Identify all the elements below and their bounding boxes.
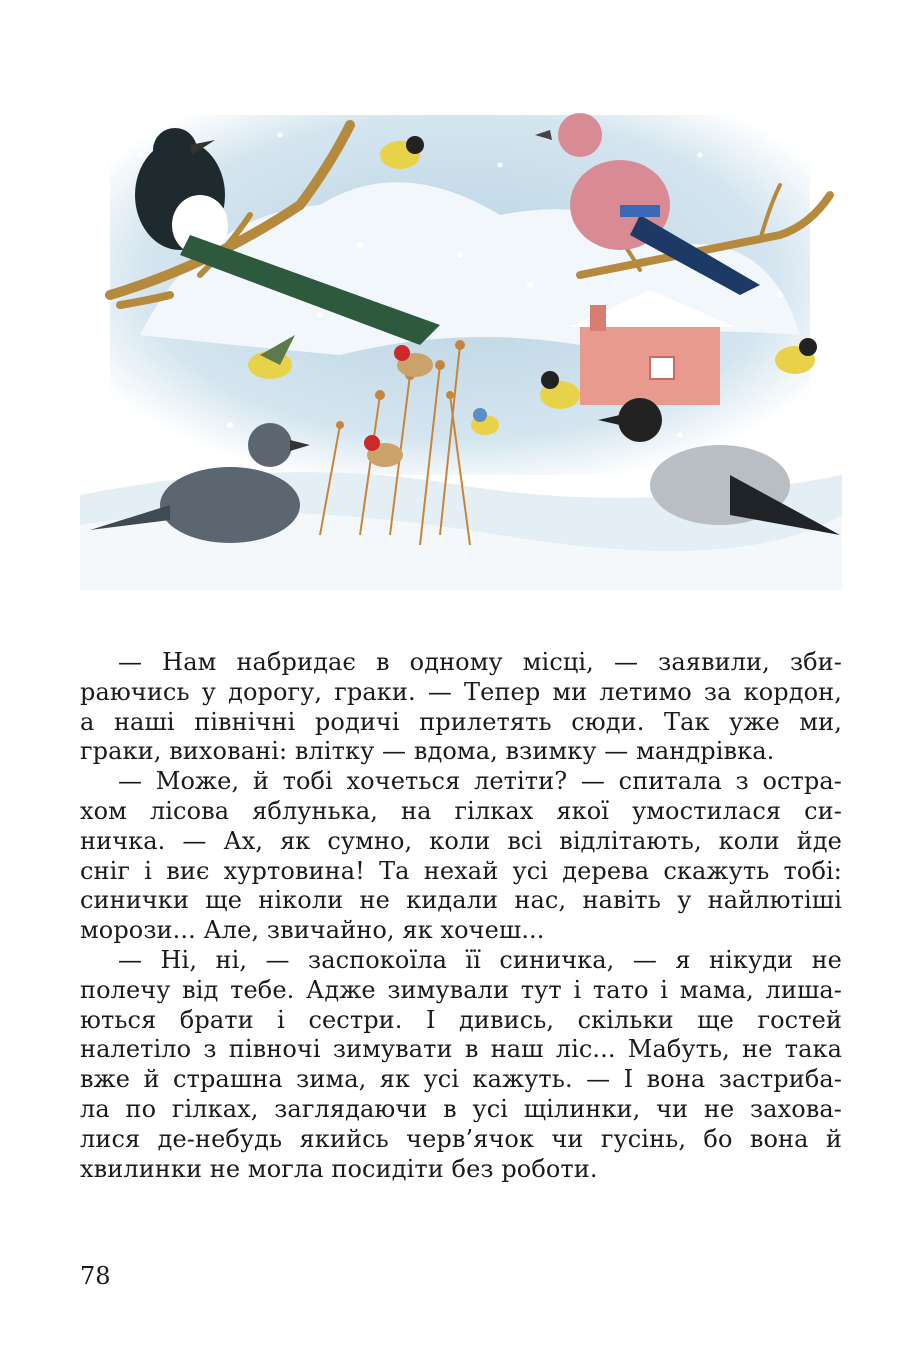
text-line: вже й страшна зима, як усі кажуть. — І вона застриба- bbox=[80, 1065, 842, 1094]
text-line: синички ще ніколи не кидали нас, навіть у найлютіші bbox=[80, 886, 842, 915]
text-line: а наші північні родичі прилетять сюди. Так уже ми, bbox=[80, 707, 842, 736]
text-line: раючись у дорогу, граки. — Тепер ми летимо за кордон, bbox=[80, 677, 842, 706]
text-line: ничка. — Ах, як сумно, коли всі відлітають, коли йде bbox=[80, 826, 842, 855]
text-line: морози... Але, звичайно, як хочеш... bbox=[80, 916, 545, 945]
story-text bbox=[80, 648, 842, 1184]
text-line: — Нам набридає в одному місці, — заявили, зби- bbox=[118, 648, 842, 676]
text-line: хвилинки не могла посидіти без роботи. bbox=[80, 1154, 598, 1183]
text-line: — Може, й тобі хочеться летіти? — спитала з остра- bbox=[118, 767, 842, 796]
winter-birds-illustration bbox=[80, 95, 842, 590]
page-number: 78 bbox=[80, 1262, 111, 1290]
text-line: граки, виховані: влітку — вдома, взимку — мандрівка. bbox=[80, 737, 775, 766]
text-line: ла по гілках, заглядаючи в усі щілинки, чи не захова- bbox=[80, 1094, 842, 1123]
text-line: сніг і виє хуртовина! Та нехай усі дерева скажуть тобі: bbox=[80, 856, 842, 885]
text-line: лися де-небудь якийсь черв’ячок чи гусінь, бо вона й bbox=[80, 1124, 842, 1153]
text-line: — Ні, ні, — заспокоїла її синичка, — я нікуди не bbox=[118, 945, 842, 974]
text-line: полечу від тебе. Адже зимували тут і тато і мама, лиша- bbox=[80, 975, 842, 1004]
text-line: хом лісова яблунька, на гілках якої умостилася си- bbox=[80, 796, 842, 825]
text-line: налетіло з півночі зимувати в наш ліс... Мабуть, не така bbox=[80, 1035, 842, 1064]
illustration-svg bbox=[80, 95, 842, 590]
text-line: ються брати і сестри. І дивись, скільки ще гостей bbox=[80, 1005, 842, 1034]
